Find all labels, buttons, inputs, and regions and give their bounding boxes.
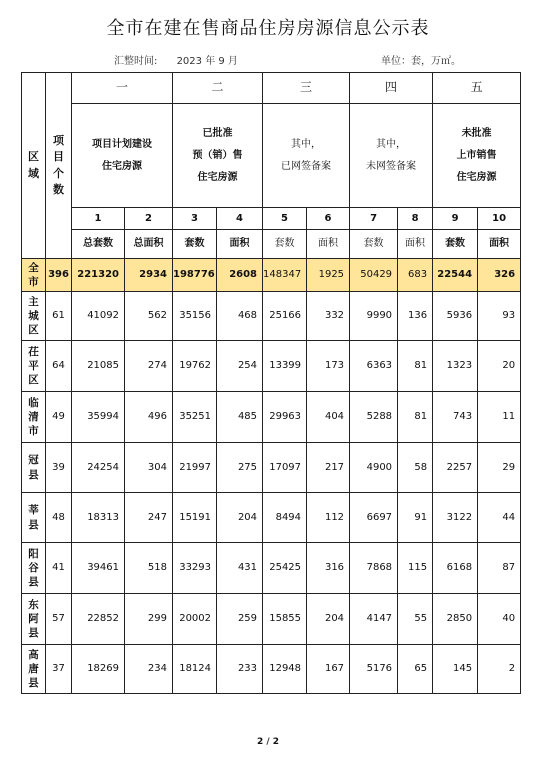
value-cell: 148347 — [263, 259, 307, 292]
project-count-char: 目 — [53, 150, 64, 163]
value-cell: 50429 — [350, 259, 398, 292]
group-2-label-line: 预（销）售 — [192, 149, 243, 161]
page-separator: / — [266, 737, 270, 747]
value-cell: 11 — [478, 392, 521, 443]
value-cell: 275 — [217, 443, 263, 493]
region-char: 主 — [28, 295, 39, 308]
region-cell — [22, 292, 46, 341]
region-cell — [22, 493, 46, 543]
project-count-cell: 48 — [46, 493, 72, 543]
value-cell: 173 — [307, 341, 350, 392]
value-cell: 3122 — [433, 493, 478, 543]
col-number: 6 — [307, 208, 350, 230]
value-cell: 21085 — [72, 341, 125, 392]
value-cell: 259 — [217, 594, 263, 645]
value-cell: 2257 — [433, 443, 478, 493]
col-number: 10 — [478, 208, 521, 230]
region-char: 唐 — [28, 662, 39, 675]
value-cell: 41092 — [72, 292, 125, 341]
collect-time-label: 汇整时间: — [114, 56, 158, 67]
unit-note: 单位：套，万㎡。 — [381, 56, 461, 67]
value-cell: 65 — [398, 645, 433, 694]
region-cell — [22, 543, 46, 594]
table-row — [22, 645, 521, 694]
value-cell: 234 — [125, 645, 173, 694]
value-cell: 39461 — [72, 543, 125, 594]
value-cell: 25425 — [263, 543, 307, 594]
page-title: 全市在建在售商品住房房源信息公示表 — [106, 18, 430, 39]
value-cell: 15191 — [173, 493, 217, 543]
region-char: 全 — [28, 261, 39, 274]
value-cell: 22544 — [433, 259, 478, 292]
value-cell: 2850 — [433, 594, 478, 645]
project-count-cell: 41 — [46, 543, 72, 594]
value-cell: 204 — [307, 594, 350, 645]
group-1-label-line: 项目计划建设 — [92, 138, 152, 150]
value-cell: 35251 — [173, 392, 217, 443]
value-cell: 299 — [125, 594, 173, 645]
value-cell: 1323 — [433, 341, 478, 392]
table-row — [22, 493, 521, 543]
value-cell: 4900 — [350, 443, 398, 493]
group-5-number: 五 — [433, 73, 521, 104]
region-char: 阳 — [28, 547, 39, 560]
value-cell: 247 — [125, 493, 173, 543]
value-cell: 17097 — [263, 443, 307, 493]
value-cell: 274 — [125, 341, 173, 392]
value-cell: 221320 — [72, 259, 125, 292]
value-cell: 93 — [478, 292, 521, 341]
group-5-label-line: 未批准 — [461, 127, 492, 139]
group-3-label-line: 其中， — [291, 138, 322, 150]
col-unit: 套数 — [433, 230, 478, 259]
project-count-cell: 39 — [46, 443, 72, 493]
group-1-label-line: 住宅房源 — [102, 160, 142, 172]
value-cell: 44 — [478, 493, 521, 543]
value-cell: 35994 — [72, 392, 125, 443]
value-cell: 29963 — [263, 392, 307, 443]
col-unit: 面积 — [307, 230, 350, 259]
value-cell: 683 — [398, 259, 433, 292]
value-cell: 562 — [125, 292, 173, 341]
value-cell: 21997 — [173, 443, 217, 493]
region-char: 县 — [28, 677, 39, 690]
region-cell — [22, 645, 46, 694]
col-unit: 套数 — [350, 230, 398, 259]
region-char: 平 — [28, 359, 39, 372]
project-count-header — [46, 73, 72, 259]
group-3-number: 三 — [263, 73, 350, 104]
table-header — [22, 73, 521, 259]
value-cell: 136 — [398, 292, 433, 341]
region-cell — [22, 259, 46, 292]
region-char: 区 — [28, 374, 39, 387]
value-cell: 518 — [125, 543, 173, 594]
value-cell: 40 — [478, 594, 521, 645]
project-count-char: 数 — [53, 183, 64, 196]
table-row — [22, 443, 521, 493]
value-cell: 316 — [307, 543, 350, 594]
group-4-label — [350, 104, 433, 208]
region-char: 东 — [28, 598, 39, 611]
value-cell: 2 — [478, 645, 521, 694]
group-5-label — [433, 104, 521, 208]
table-row — [22, 341, 521, 392]
region-char: 临 — [28, 396, 39, 409]
page-total: 2 — [272, 737, 280, 747]
value-cell: 58 — [398, 443, 433, 493]
region-char: 县 — [28, 576, 39, 589]
value-cell: 2608 — [217, 259, 263, 292]
value-cell: 8494 — [263, 493, 307, 543]
region-header-char: 域 — [28, 166, 39, 180]
group-5-label-line: 上市销售 — [456, 149, 497, 161]
value-cell: 204 — [217, 493, 263, 543]
value-cell: 332 — [307, 292, 350, 341]
value-cell: 5176 — [350, 645, 398, 694]
col-number: 9 — [433, 208, 478, 230]
region-cell — [22, 443, 46, 493]
total-row — [22, 259, 521, 292]
housing-table — [21, 72, 521, 694]
page-number — [0, 737, 536, 747]
value-cell: 145 — [433, 645, 478, 694]
col-unit: 面积 — [398, 230, 433, 259]
value-cell: 468 — [217, 292, 263, 341]
value-cell: 743 — [433, 392, 478, 443]
value-cell: 167 — [307, 645, 350, 694]
value-cell: 6168 — [433, 543, 478, 594]
value-cell: 233 — [217, 645, 263, 694]
region-char: 茌 — [28, 345, 39, 358]
group-3-label — [263, 104, 350, 208]
col-number: 2 — [125, 208, 173, 230]
page-current: 2 — [256, 737, 264, 747]
value-cell: 91 — [398, 493, 433, 543]
region-header — [22, 73, 46, 259]
value-cell: 304 — [125, 443, 173, 493]
project-count-cell: 64 — [46, 341, 72, 392]
value-cell: 496 — [125, 392, 173, 443]
value-cell: 326 — [478, 259, 521, 292]
value-cell: 18269 — [72, 645, 125, 694]
value-cell: 485 — [217, 392, 263, 443]
col-unit: 套数 — [263, 230, 307, 259]
project-count-cell: 61 — [46, 292, 72, 341]
col-number: 4 — [217, 208, 263, 230]
value-cell: 198776 — [173, 259, 217, 292]
region-header-char: 区 — [28, 150, 39, 163]
value-cell: 24254 — [72, 443, 125, 493]
region-char: 谷 — [28, 561, 39, 574]
region-char: 县 — [28, 468, 39, 481]
value-cell: 20 — [478, 341, 521, 392]
group-4-label-line: 未网签备案 — [366, 160, 417, 172]
region-char: 县 — [28, 518, 39, 531]
value-cell: 29 — [478, 443, 521, 493]
region-char: 县 — [28, 627, 39, 640]
project-count-cell: 396 — [46, 259, 72, 292]
group-1-label — [72, 104, 173, 208]
value-cell: 81 — [398, 341, 433, 392]
project-count-cell: 57 — [46, 594, 72, 645]
value-cell: 35156 — [173, 292, 217, 341]
value-cell: 20002 — [173, 594, 217, 645]
region-char: 城 — [28, 309, 39, 322]
col-unit: 总面积 — [125, 230, 173, 259]
col-unit: 面积 — [478, 230, 521, 259]
group-2-label — [173, 104, 263, 208]
region-char: 市 — [28, 425, 39, 438]
group-3-label-line: 已网签备案 — [281, 160, 332, 172]
value-cell: 13399 — [263, 341, 307, 392]
value-cell: 1925 — [307, 259, 350, 292]
value-cell: 6363 — [350, 341, 398, 392]
value-cell: 15855 — [263, 594, 307, 645]
table-row — [22, 594, 521, 645]
value-cell: 217 — [307, 443, 350, 493]
value-cell: 4147 — [350, 594, 398, 645]
value-cell: 112 — [307, 493, 350, 543]
region-char: 冠 — [28, 454, 39, 467]
value-cell: 115 — [398, 543, 433, 594]
group-2-number: 二 — [173, 73, 263, 104]
region-char: 高 — [28, 648, 39, 661]
value-cell: 431 — [217, 543, 263, 594]
col-number: 1 — [72, 208, 125, 230]
value-cell: 5288 — [350, 392, 398, 443]
table-row — [22, 392, 521, 443]
value-cell: 404 — [307, 392, 350, 443]
project-count-cell: 37 — [46, 645, 72, 694]
project-count-cell: 49 — [46, 392, 72, 443]
group-4-number: 四 — [350, 73, 433, 104]
project-count-char: 项 — [53, 133, 64, 147]
value-cell: 22852 — [72, 594, 125, 645]
region-char: 阿 — [28, 612, 39, 625]
value-cell: 25166 — [263, 292, 307, 341]
value-cell: 2934 — [125, 259, 173, 292]
table-row — [22, 543, 521, 594]
region-char: 莘 — [28, 504, 39, 517]
group-2-label-line: 住宅房源 — [197, 171, 238, 183]
col-number: 7 — [350, 208, 398, 230]
value-cell: 6697 — [350, 493, 398, 543]
col-number: 8 — [398, 208, 433, 230]
value-cell: 9990 — [350, 292, 398, 341]
collect-time — [114, 52, 238, 67]
collect-time-value: 2023 年 9 月 — [176, 56, 238, 67]
region-char: 市 — [28, 276, 39, 288]
group-4-label-line: 其中， — [376, 138, 407, 150]
value-cell: 254 — [217, 341, 263, 392]
col-unit: 总套数 — [72, 230, 125, 259]
value-cell: 18313 — [72, 493, 125, 543]
table-row — [22, 292, 521, 341]
region-char: 区 — [28, 324, 39, 337]
value-cell: 18124 — [173, 645, 217, 694]
value-cell: 19762 — [173, 341, 217, 392]
col-unit: 套数 — [173, 230, 217, 259]
value-cell: 81 — [398, 392, 433, 443]
region-cell — [22, 341, 46, 392]
value-cell: 55 — [398, 594, 433, 645]
value-cell: 5936 — [433, 292, 478, 341]
col-unit: 面积 — [217, 230, 263, 259]
value-cell: 87 — [478, 543, 521, 594]
region-cell — [22, 594, 46, 645]
table-body — [22, 259, 521, 694]
group-1-number: 一 — [72, 73, 173, 104]
value-cell: 33293 — [173, 543, 217, 594]
value-cell: 12948 — [263, 645, 307, 694]
col-number: 3 — [173, 208, 217, 230]
region-cell — [22, 392, 46, 443]
region-char: 清 — [28, 410, 39, 423]
col-number: 5 — [263, 208, 307, 230]
project-count-char: 个 — [53, 166, 64, 180]
value-cell: 7868 — [350, 543, 398, 594]
group-5-label-line: 住宅房源 — [456, 171, 497, 183]
group-2-label-line: 已批准 — [202, 127, 233, 139]
